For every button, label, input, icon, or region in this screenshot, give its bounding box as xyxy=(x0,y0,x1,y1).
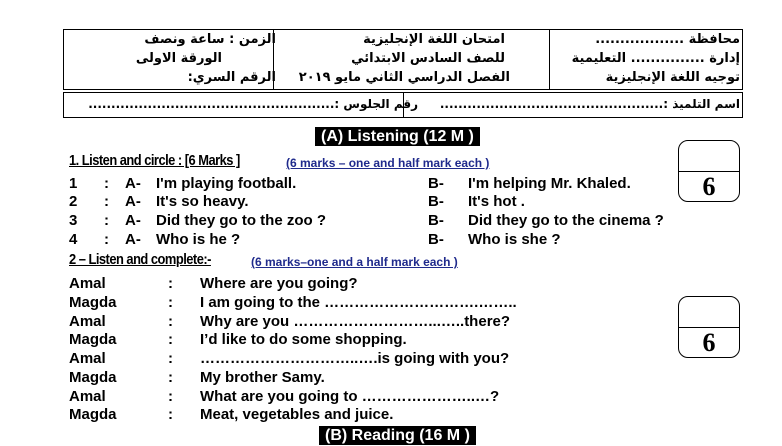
q1-item-number: 4 xyxy=(69,231,78,248)
q1-item-number: 3 xyxy=(69,212,78,229)
q2-blank-line[interactable]: …………………………..….is going with you? xyxy=(200,350,510,367)
q1-option-a-label: A- xyxy=(125,231,141,248)
q2-sep: : xyxy=(168,313,173,330)
q2-blank-line[interactable]: I am going to the ………………………….…….. xyxy=(200,294,517,311)
q2-sep: : xyxy=(168,388,173,405)
q2-mark-value: 6 xyxy=(702,328,716,357)
header-secret-number: الرقم السري: xyxy=(187,70,276,85)
header-paper: الورقة الاولى xyxy=(135,51,222,66)
q2-sep: : xyxy=(168,406,173,423)
q2-sep: : xyxy=(168,275,173,292)
q1-option-a-label: A- xyxy=(125,212,141,229)
q2-line-text: Meat, vegetables and juice. xyxy=(200,406,394,423)
q1-option-a[interactable]: Who is he ? xyxy=(156,231,241,248)
q1-option-a[interactable]: Did they go to the zoo ? xyxy=(156,212,326,229)
q2-mark-box xyxy=(678,296,740,358)
q2-sep: : xyxy=(168,294,173,311)
section-b-title: (B) Reading (16 M ) xyxy=(319,426,476,445)
q1-item-number: 1 xyxy=(69,175,78,192)
q1-item-number: 2 xyxy=(69,193,78,210)
q2-sep: : xyxy=(168,369,173,386)
q2-sep: : xyxy=(168,331,173,348)
section-a-title: (A) Listening (12 M ) xyxy=(315,127,480,146)
q1-option-b[interactable]: It's hot . xyxy=(468,193,525,210)
q1-option-b-label: B- xyxy=(428,231,444,248)
q2-heading: 2 – Listen and complete:- xyxy=(69,251,211,268)
q2-speaker: Amal xyxy=(69,350,106,367)
q1-item-sep: : xyxy=(104,212,109,229)
q1-option-a-label: A- xyxy=(125,175,141,192)
q1-option-b[interactable]: Who is she ? xyxy=(468,231,561,248)
q2-line-text: Where are you going? xyxy=(200,275,358,292)
student-name-field[interactable]: اسم التلميذ :................................................. xyxy=(439,97,740,111)
q2-marks-note: (6 marks–one and a half mark each ) xyxy=(251,255,458,269)
q2-speaker: Magda xyxy=(69,369,117,386)
header-time: الزمن : ساعة ونصف xyxy=(144,32,276,47)
q1-mark-box xyxy=(678,140,740,202)
q1-item-sep: : xyxy=(104,231,109,248)
q1-option-b[interactable]: I'm helping Mr. Khaled. xyxy=(468,175,631,192)
header-governorate: محافظة .................. xyxy=(595,32,740,47)
q2-blank-line[interactable]: What are you going to …………………..…? xyxy=(200,388,500,405)
q1-heading: 1. Listen and circle : [6 Marks ] xyxy=(69,152,240,169)
q2-speaker: Amal xyxy=(69,388,106,405)
q1-mark-value: 6 xyxy=(702,172,716,201)
q2-sep: : xyxy=(168,350,173,367)
q1-option-b-label: B- xyxy=(428,175,444,192)
seat-number-field[interactable]: رقم الجلوس :...................................................... xyxy=(88,97,418,111)
header-exam-title: امتحان اللغة الإنجليزية xyxy=(363,32,505,47)
q1-option-b[interactable]: Did they go to the cinema ? xyxy=(468,212,664,229)
q1-option-b-label: B- xyxy=(428,212,444,229)
q2-blank-line[interactable]: Why are you ………………………...…..there? xyxy=(200,313,511,330)
q2-line-text: My brother Samy. xyxy=(200,369,325,386)
q2-speaker: Magda xyxy=(69,294,117,311)
q1-marks-note: (6 marks – one and half mark each ) xyxy=(286,156,490,170)
q1-option-a-label: A- xyxy=(125,193,141,210)
q2-line-text: I’d like to do some shopping. xyxy=(200,331,407,348)
header-term: الفصل الدراسي الثاني مايو ٢٠١٩ xyxy=(298,70,510,85)
q2-speaker: Amal xyxy=(69,275,106,292)
q2-speaker: Magda xyxy=(69,406,117,423)
q1-item-sep: : xyxy=(104,175,109,192)
q1-option-a[interactable]: I'm playing football. xyxy=(156,175,297,192)
q2-speaker: Magda xyxy=(69,331,117,348)
header-divider xyxy=(549,30,550,89)
q1-item-sep: : xyxy=(104,193,109,210)
header-inspection: توجيه اللغة الإنجليزية xyxy=(605,70,740,85)
header-directorate: إدارة ............... التعليمية xyxy=(571,51,740,66)
header-grade: للصف السادس الابتدائي xyxy=(351,51,505,66)
q1-option-b-label: B- xyxy=(428,193,444,210)
q2-speaker: Amal xyxy=(69,313,106,330)
q1-option-a[interactable]: It's so heavy. xyxy=(156,193,249,210)
